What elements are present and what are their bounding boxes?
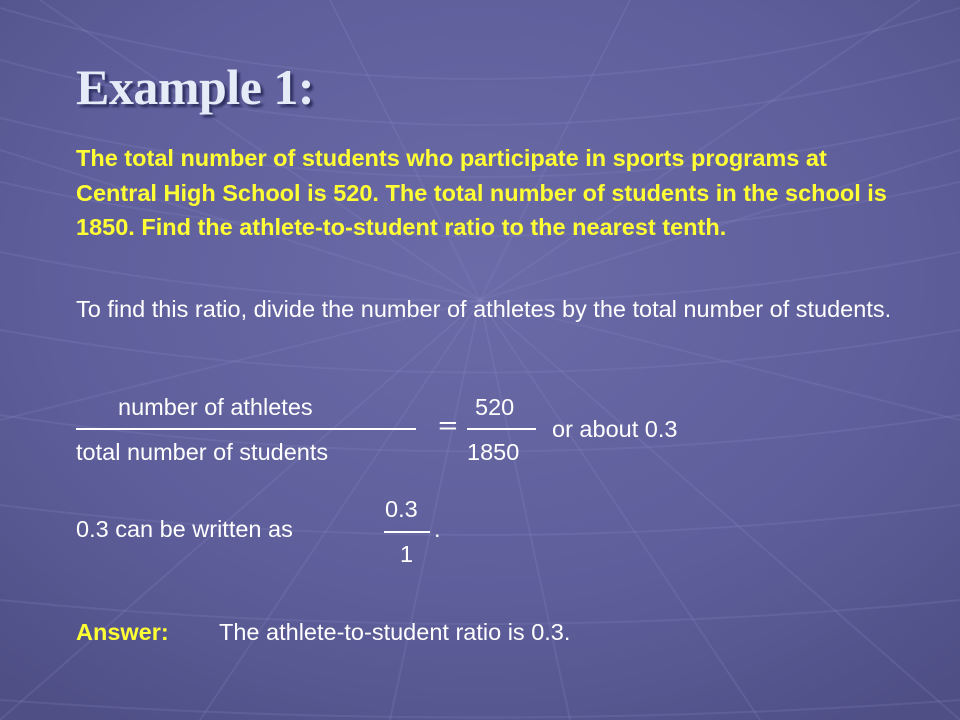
fraction-numerator-words: number of athletes: [118, 394, 313, 420]
equals-sign: =: [437, 411, 459, 441]
instruction-text: To find this ratio, divide the number of athletes by the total number of students.: [76, 296, 892, 322]
fraction-denominator-value: 1850: [467, 439, 520, 465]
written-numerator: 0.3: [385, 496, 418, 522]
written-denominator: 1: [400, 541, 414, 567]
fraction-bar-words: [76, 428, 416, 430]
written-period: .: [434, 516, 441, 542]
problem-statement: The total number of students who participate in sports programs at Central High School is 520. The total number of students in the school is 1850. Find the athlete-to-student ratio to the nearest tenth.: [76, 145, 887, 240]
answer-label: Answer:: [76, 619, 169, 645]
approximation-text: or about 0.3: [552, 416, 678, 442]
slide-title: Example 1:: [76, 59, 315, 115]
fraction-denominator-words: total number of students: [76, 439, 329, 465]
fraction-bar-values: [467, 428, 536, 430]
answer-text: The athlete-to-student ratio is 0.3.: [219, 619, 571, 645]
fraction-numerator-value: 520: [475, 394, 515, 420]
written-fraction-bar: [384, 531, 430, 533]
written-as-text: 0.3 can be written as: [76, 516, 293, 542]
